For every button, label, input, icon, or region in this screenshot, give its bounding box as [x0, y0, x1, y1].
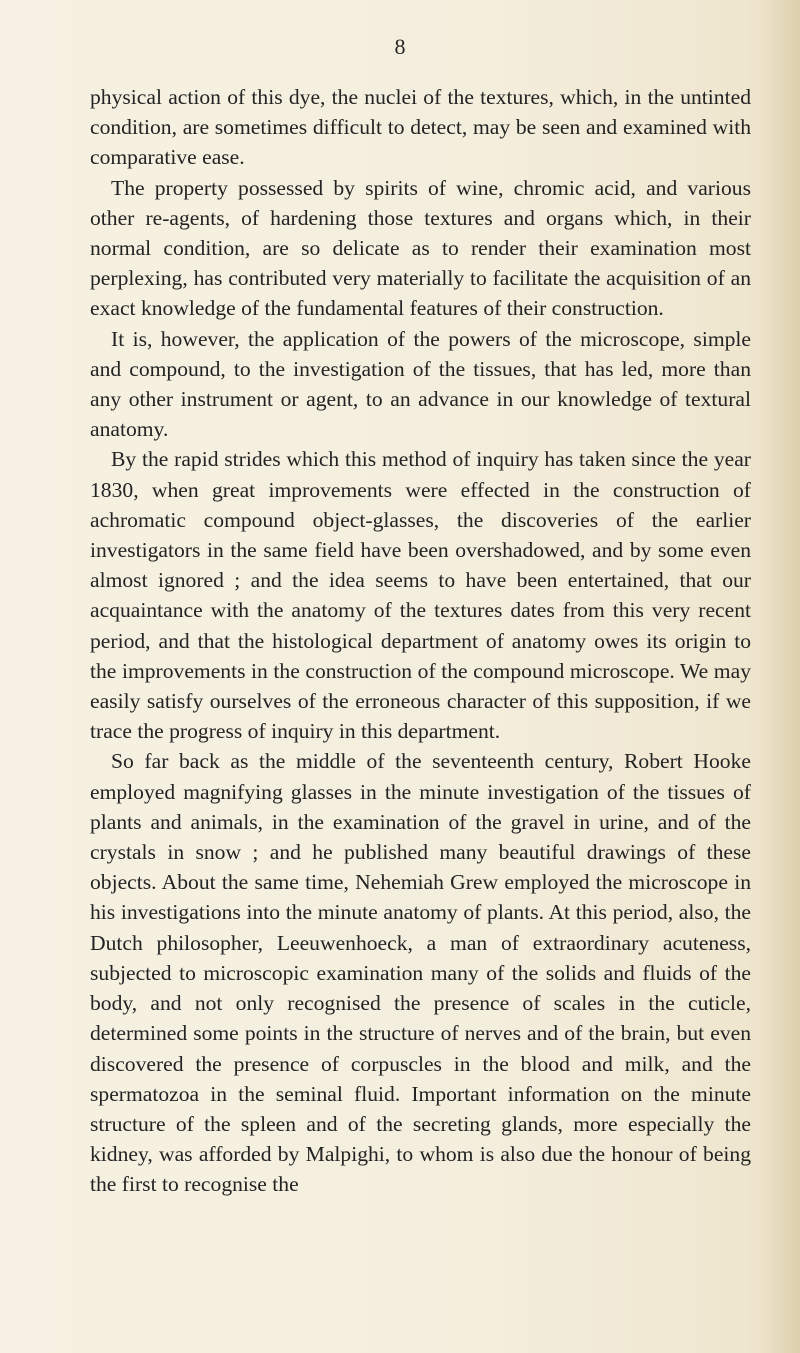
paragraph-microscope-application: It is, however, the application of the powers of the microscope, simple and compound, to the investigation of the tissues, that has led, more than any other instrument or agent, to an advance in our knowledge of textural anatomy. [90, 326, 751, 442]
paragraph-continuation: physical action of this dye, the nuclei of the textures, which, in the untinted condition, are sometimes difficult to detect, may be seen and examined with comparative ease. [90, 85, 751, 170]
paragraph-rapid-strides: By the rapid strides which this method of inquiry has taken since the year 1830, when great improvements were effected in the construction of achromatic compound object-glasses, the discoveries of the earlier investigators in the same field have been overshadowed, and by some even almost ignored ; and the idea seems to have been entertained, that our acquaintance with the anatomy of the textures dates from this very recent period, and that the histological department of anatomy owes its origin to the improvements in the construction of the compound microscope. We may easily satisfy ourselves of the erroneous character of this supposition, if we trace the progress of inquiry in this department. [90, 447, 751, 744]
paragraph-early-investigators: So far back as the middle of the seventeenth century, Robert Hooke employed magnifying glasses in the minute investigation of the tissues of plants and animals, in the examination of the gravel in urine, and of the crystals in snow ; and he published many beautiful drawings of these objects. About the same time, Nehemiah Grew employed the microscope in his investigations into the minute anatomy of plants. At this period, also, the Dutch philosopher, Leeuwenhoeck, a man of extraordinary acuteness, subjected to microscopic examination many of the solids and fluids of the body, and not only recognised the presence of scales in the cuticle, determined some points in the structure of nerves and of the brain, but even discovered the presence of corpuscles in the blood and milk, and the spermatozoa in the seminal fluid. Important information on the minute structure of the spleen and of the secreting glands, more especially the kidney, was afforded by Malpighi, to whom is also due the honour of being the first to recognise the [90, 749, 751, 1197]
page-number: 8 [394, 34, 406, 59]
paragraph-hardening-reagents: The property possessed by spirits of wine, chromic acid, and various other re-agents, of hardening those textures and organs which, in their normal condition, are so delicate as to render their examination most perplexing, has contributed very materially to facilitate the acquisition of an exact knowledge of the fundamental features of their construction. [90, 175, 751, 321]
body-text [90, 82, 751, 1200]
page-edge-shadow [764, 0, 800, 1353]
